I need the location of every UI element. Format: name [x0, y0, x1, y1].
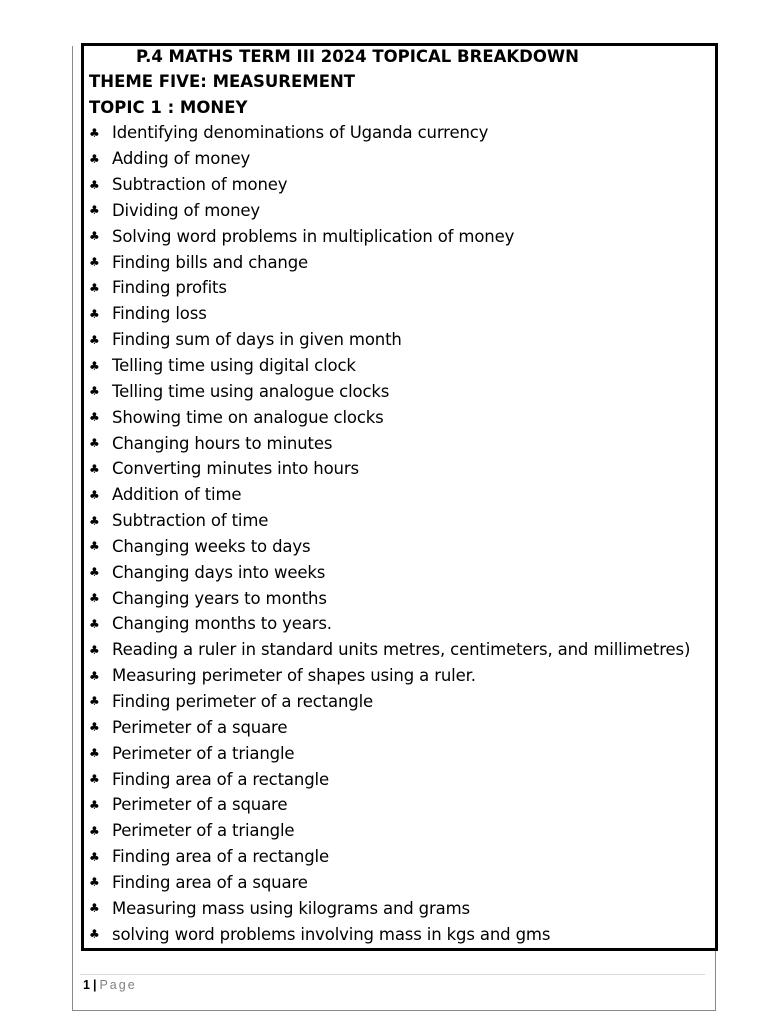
club-suit-icon: ♣ [89, 410, 100, 425]
list-item-text: Finding area of a square [112, 872, 308, 892]
club-suit-icon: ♣ [89, 487, 100, 502]
list-item-text: Perimeter of a square [112, 795, 288, 815]
list-item-text: Finding area of a rectangle [112, 769, 329, 789]
list-item [89, 534, 690, 560]
list-item [89, 508, 690, 534]
club-suit-icon: ♣ [89, 384, 100, 399]
club-suit-icon: ♣ [89, 927, 100, 942]
list-item [89, 378, 690, 404]
document-title: P.4 MATHS TERM III 2024 TOPICAL BREAKDOWN [136, 47, 579, 66]
club-suit-icon: ♣ [89, 513, 100, 528]
club-suit-icon: ♣ [89, 797, 100, 812]
theme-heading: THEME FIVE: MEASUREMENT [89, 72, 356, 91]
list-item-text: Telling time using analogue clocks [112, 381, 390, 401]
list-item-text: Changing days into weeks [112, 562, 326, 582]
list-item [89, 844, 690, 870]
list-item-text: Identifying denominations of Uganda currency [112, 123, 489, 143]
list-item [89, 611, 690, 637]
list-item [89, 301, 690, 327]
list-item-text: Finding bills and change [112, 252, 309, 272]
club-suit-icon: ♣ [89, 823, 100, 838]
club-suit-icon: ♣ [89, 642, 100, 657]
club-suit-icon: ♣ [89, 177, 100, 192]
list-item-text: Measuring perimeter of shapes using a ruler. [112, 666, 476, 686]
footer-separator: | [92, 978, 97, 992]
topic-heading: TOPIC 1 : MONEY [89, 98, 248, 117]
list-item [89, 663, 690, 689]
list-item [89, 792, 690, 818]
club-suit-icon: ♣ [89, 332, 100, 347]
list-item [89, 740, 690, 766]
club-suit-icon: ♣ [89, 694, 100, 709]
list-item [89, 404, 690, 430]
list-item-text: Measuring mass using kilograms and grams [112, 898, 470, 918]
list-item [89, 456, 690, 482]
club-suit-icon: ♣ [89, 539, 100, 554]
list-item [89, 275, 690, 301]
club-suit-icon: ♣ [89, 306, 100, 321]
club-suit-icon: ♣ [89, 280, 100, 295]
list-item-text: Changing weeks to days [112, 536, 311, 556]
club-suit-icon: ♣ [89, 849, 100, 864]
page-footer [83, 977, 137, 993]
club-suit-icon: ♣ [89, 125, 100, 140]
list-item-text: Finding sum of days in given month [112, 330, 402, 350]
club-suit-icon: ♣ [89, 436, 100, 451]
club-suit-icon: ♣ [89, 255, 100, 270]
list-item [89, 120, 690, 146]
list-item-text: Subtraction of money [112, 175, 288, 195]
list-item [89, 198, 690, 224]
club-suit-icon: ♣ [89, 151, 100, 166]
list-item [89, 482, 690, 508]
club-suit-icon: ♣ [89, 358, 100, 373]
club-suit-icon: ♣ [89, 901, 100, 916]
page-label: Page [99, 978, 137, 992]
list-item-text: Subtraction of time [112, 511, 269, 531]
list-item [89, 766, 690, 792]
list-item-text: Finding area of a rectangle [112, 847, 329, 867]
list-item-text: Addition of time [112, 485, 242, 505]
club-suit-icon: ♣ [89, 203, 100, 218]
list-item [89, 223, 690, 249]
club-suit-icon: ♣ [89, 565, 100, 580]
list-item [89, 146, 690, 172]
list-item [89, 430, 690, 456]
list-item-text: Changing hours to minutes [112, 433, 333, 453]
list-item [89, 327, 690, 353]
list-item-text: Changing years to months [112, 588, 327, 608]
club-suit-icon: ♣ [89, 229, 100, 244]
list-item [89, 172, 690, 198]
club-suit-icon: ♣ [89, 746, 100, 761]
club-suit-icon: ♣ [89, 461, 100, 476]
club-suit-icon: ♣ [89, 720, 100, 735]
list-item [89, 353, 690, 379]
footer-divider [80, 974, 705, 975]
list-item [89, 921, 690, 947]
list-item-text: solving word problems involving mass in kgs and gms [112, 924, 551, 944]
topic-list [89, 120, 690, 947]
list-item [89, 869, 690, 895]
list-item [89, 689, 690, 715]
list-item [89, 895, 690, 921]
list-item [89, 585, 690, 611]
list-item-text: Changing months to years. [112, 614, 332, 634]
list-item-text: Converting minutes into hours [112, 459, 359, 479]
list-item-text: Showing time on analogue clocks [112, 407, 384, 427]
list-item-text: Perimeter of a square [112, 717, 288, 737]
club-suit-icon: ♣ [89, 591, 100, 606]
list-item-text: Finding perimeter of a rectangle [112, 691, 374, 711]
list-item [89, 818, 690, 844]
club-suit-icon: ♣ [89, 772, 100, 787]
list-item-text: Perimeter of a triangle [112, 821, 295, 841]
club-suit-icon: ♣ [89, 616, 100, 631]
list-item-text: Finding profits [112, 278, 227, 298]
list-item-text: Finding loss [112, 304, 207, 324]
list-item-text: Reading a ruler in standard units metres, centimeters, and millimetres) [112, 640, 691, 660]
list-item [89, 714, 690, 740]
list-item-text: Telling time using digital clock [112, 356, 356, 376]
list-item [89, 249, 690, 275]
list-item [89, 637, 690, 663]
list-item-text: Dividing of money [112, 200, 261, 220]
club-suit-icon: ♣ [89, 875, 100, 890]
page-number: 1 [83, 978, 90, 992]
list-item-text: Perimeter of a triangle [112, 743, 295, 763]
list-item-text: Solving word problems in multiplication of money [112, 226, 515, 246]
list-item [89, 559, 690, 585]
club-suit-icon: ♣ [89, 668, 100, 683]
list-item-text: Adding of money [112, 149, 251, 169]
